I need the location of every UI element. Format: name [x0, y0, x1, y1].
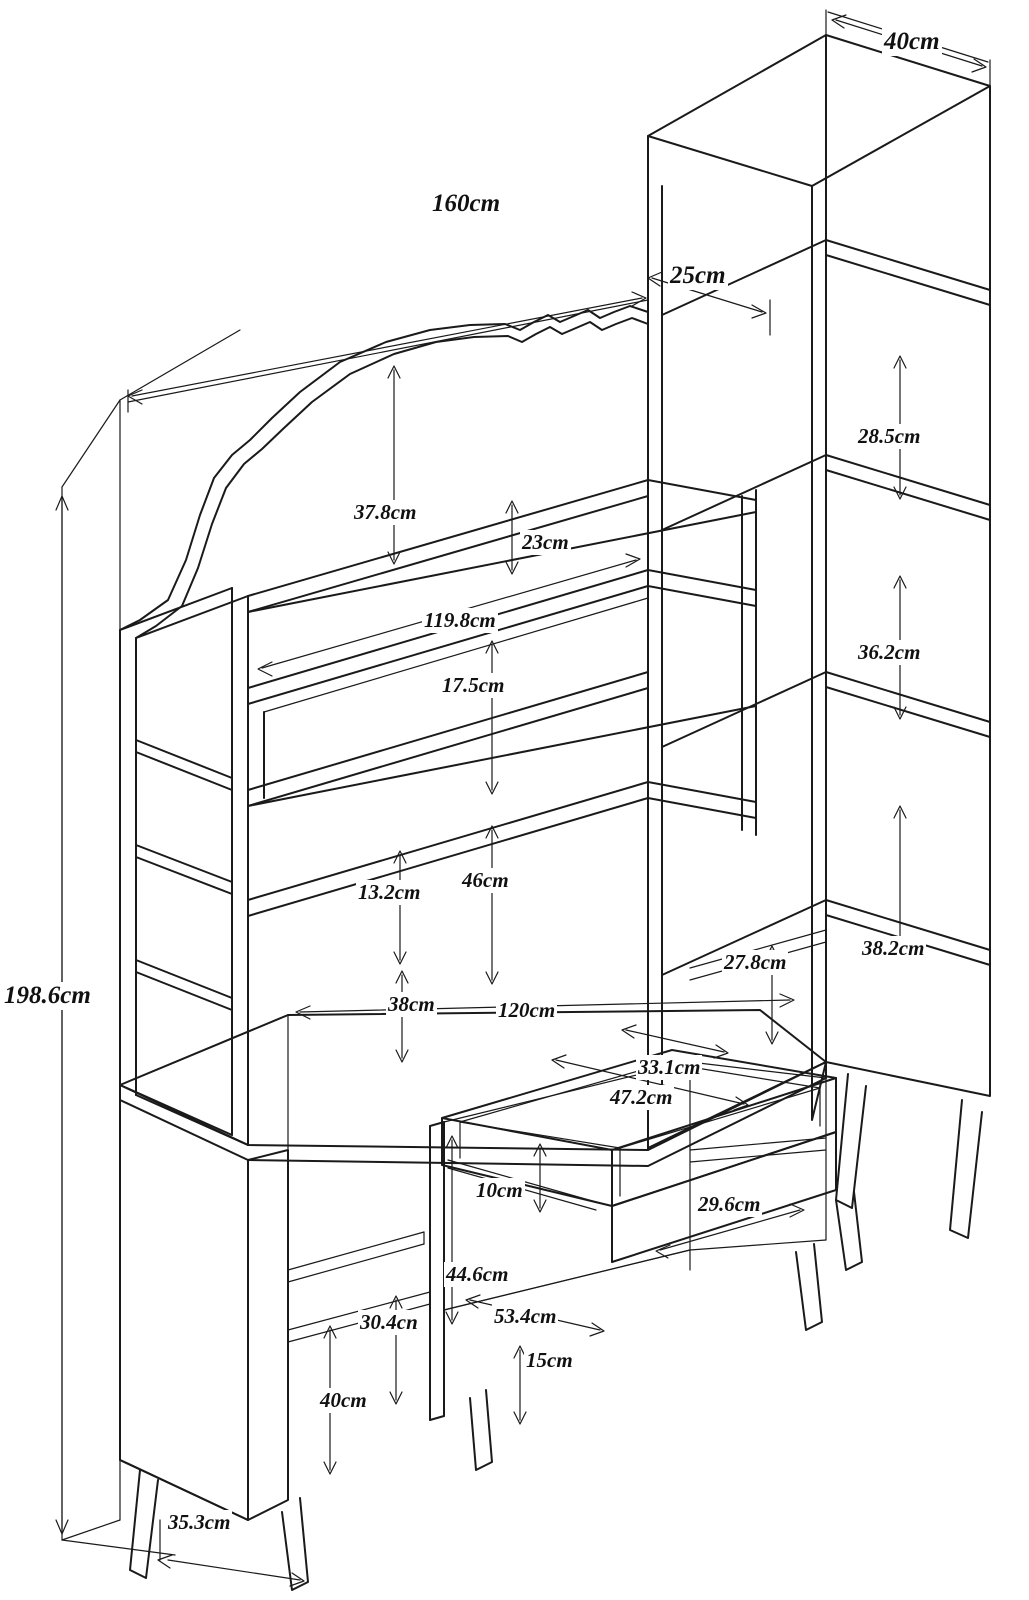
dim-tower-shelf-285: 28.5cm — [858, 424, 921, 448]
dim-inner-width-1198: 119.8cm — [424, 608, 496, 632]
dim-tower-width: 25cm — [670, 262, 726, 289]
dim-counter-width-120: 120cm — [498, 998, 556, 1022]
dim-drawer-width-472: 47.2cm — [610, 1085, 673, 1109]
dim-total-width: 160cm — [432, 190, 501, 217]
dim-door-40: 40cm — [320, 1388, 367, 1412]
dim-shelf-gap-23: 23cm — [522, 530, 569, 554]
dim-hutch-arch-height: 37.8cm — [354, 500, 417, 524]
dim-cabinet-534: 53.4cm — [494, 1304, 557, 1328]
dim-base-depth-353: 35.3cm — [168, 1510, 231, 1534]
dim-top-depth: 40cm — [884, 28, 940, 55]
dim-shelf-gap-175: 17.5cm — [442, 673, 505, 697]
dim-tower-shelf-382: 38.2cm — [862, 936, 925, 960]
dim-tower-shelf-362: 36.2cm — [858, 640, 921, 664]
dim-niche-278: 27.8cm — [724, 950, 787, 974]
dim-open-shelf-46: 46cm — [462, 868, 509, 892]
dim-shelf-304: 30.4cn — [360, 1310, 418, 1334]
dim-drawer-front-296: 29.6cm — [698, 1192, 761, 1216]
dim-shelf-gap-132: 13.2cm — [358, 880, 421, 904]
dim-drawer-depth-331: 33.1cm — [638, 1055, 701, 1079]
dim-drawer-height-10: 10cm — [476, 1178, 523, 1202]
dim-leg-15: 15cm — [526, 1348, 573, 1372]
dim-shelf-depth-38: 38cm — [388, 992, 435, 1016]
dim-cabinet-446: 44.6cm — [446, 1262, 509, 1286]
dim-total-height: 198.6cm — [4, 982, 91, 1009]
